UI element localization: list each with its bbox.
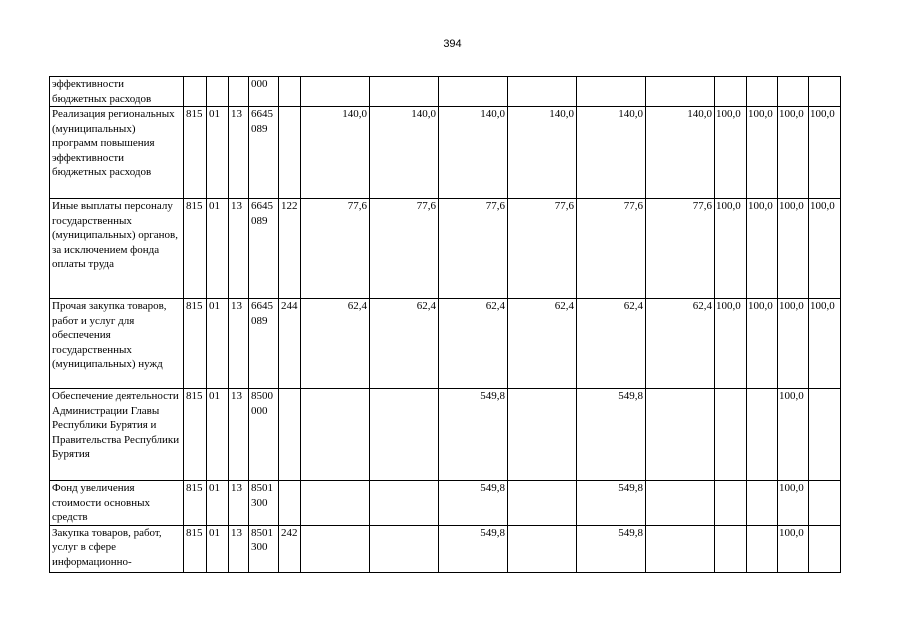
page-number: 394 bbox=[443, 38, 462, 50]
value-2: 62,4 bbox=[370, 299, 439, 389]
expense-type-code bbox=[279, 77, 301, 107]
value-3: 140,0 bbox=[439, 107, 508, 199]
value-3 bbox=[439, 77, 508, 107]
value-3: 549,8 bbox=[439, 389, 508, 481]
section-code bbox=[207, 77, 229, 107]
section-code: 01 bbox=[207, 389, 229, 481]
percent-4 bbox=[809, 525, 841, 572]
percent-4: 100,0 bbox=[809, 107, 841, 199]
expense-type-code bbox=[279, 107, 301, 199]
percent-3: 100,0 bbox=[778, 481, 809, 526]
value-1 bbox=[301, 481, 370, 526]
table-row bbox=[50, 299, 841, 389]
target-article-code: 8500 000 bbox=[249, 389, 279, 481]
percent-2: 100,0 bbox=[747, 199, 778, 299]
value-4 bbox=[508, 389, 577, 481]
percent-2: 100,0 bbox=[747, 299, 778, 389]
percent-4: 100,0 bbox=[809, 299, 841, 389]
percent-1 bbox=[715, 525, 747, 572]
value-4 bbox=[508, 525, 577, 572]
value-6 bbox=[646, 481, 715, 526]
value-6 bbox=[646, 389, 715, 481]
expense-type-code: 242 bbox=[279, 525, 301, 572]
subsection-code: 13 bbox=[229, 525, 249, 572]
expense-type-code bbox=[279, 481, 301, 526]
value-1 bbox=[301, 77, 370, 107]
percent-3 bbox=[778, 77, 809, 107]
target-article-code: 8501 300 bbox=[249, 525, 279, 572]
percent-3: 100,0 bbox=[778, 107, 809, 199]
value-3: 549,8 bbox=[439, 481, 508, 526]
percent-3: 100,0 bbox=[778, 199, 809, 299]
value-6 bbox=[646, 77, 715, 107]
percent-1: 100,0 bbox=[715, 107, 747, 199]
section-code: 01 bbox=[207, 525, 229, 572]
value-2 bbox=[370, 77, 439, 107]
value-6: 77,6 bbox=[646, 199, 715, 299]
value-2: 140,0 bbox=[370, 107, 439, 199]
percent-4 bbox=[809, 389, 841, 481]
table-row bbox=[50, 77, 841, 107]
target-article-code: 8501 300 bbox=[249, 481, 279, 526]
row-name: Реализация региональных (муниципальных) программ повышения эффективности бюджетных расходов bbox=[50, 107, 184, 199]
value-1 bbox=[301, 389, 370, 481]
percent-4 bbox=[809, 481, 841, 526]
value-6: 140,0 bbox=[646, 107, 715, 199]
value-3: 549,8 bbox=[439, 525, 508, 572]
value-3: 62,4 bbox=[439, 299, 508, 389]
section-code: 01 bbox=[207, 299, 229, 389]
table-row bbox=[50, 525, 841, 572]
value-5: 549,8 bbox=[577, 481, 646, 526]
value-4 bbox=[508, 77, 577, 107]
section-code: 01 bbox=[207, 481, 229, 526]
admin-code bbox=[184, 77, 207, 107]
percent-1 bbox=[715, 481, 747, 526]
value-4: 62,4 bbox=[508, 299, 577, 389]
expense-type-code: 122 bbox=[279, 199, 301, 299]
value-2 bbox=[370, 389, 439, 481]
section-code: 01 bbox=[207, 199, 229, 299]
value-2 bbox=[370, 481, 439, 526]
percent-2 bbox=[747, 389, 778, 481]
value-1: 62,4 bbox=[301, 299, 370, 389]
percent-1: 100,0 bbox=[715, 199, 747, 299]
value-5 bbox=[577, 77, 646, 107]
table-row bbox=[50, 481, 841, 526]
expense-type-code bbox=[279, 389, 301, 481]
percent-1 bbox=[715, 77, 747, 107]
percent-2 bbox=[747, 77, 778, 107]
percent-4: 100,0 bbox=[809, 199, 841, 299]
target-article-code: 6645 089 bbox=[249, 199, 279, 299]
admin-code: 815 bbox=[184, 481, 207, 526]
subsection-code: 13 bbox=[229, 199, 249, 299]
subsection-code: 13 bbox=[229, 389, 249, 481]
expense-type-code: 244 bbox=[279, 299, 301, 389]
value-5: 140,0 bbox=[577, 107, 646, 199]
budget-table bbox=[49, 76, 841, 573]
row-name: эффективности бюджетных расходов bbox=[50, 77, 184, 107]
table-row bbox=[50, 199, 841, 299]
percent-3: 100,0 bbox=[778, 299, 809, 389]
row-name: Иные выплаты персоналу государственных (муниципальных) органов, за исключением фонда оплаты труда bbox=[50, 199, 184, 299]
value-1 bbox=[301, 525, 370, 572]
value-4 bbox=[508, 481, 577, 526]
value-5: 549,8 bbox=[577, 389, 646, 481]
percent-2 bbox=[747, 481, 778, 526]
value-5: 62,4 bbox=[577, 299, 646, 389]
value-2: 77,6 bbox=[370, 199, 439, 299]
value-4: 77,6 bbox=[508, 199, 577, 299]
subsection-code: 13 bbox=[229, 481, 249, 526]
value-6 bbox=[646, 525, 715, 572]
value-1: 77,6 bbox=[301, 199, 370, 299]
admin-code: 815 bbox=[184, 199, 207, 299]
row-name: Обеспечение деятельности Администрации Главы Республики Бурятия и Правительства Республики Бурятия bbox=[50, 389, 184, 481]
value-6: 62,4 bbox=[646, 299, 715, 389]
percent-1 bbox=[715, 389, 747, 481]
target-article-code: 6645 089 bbox=[249, 299, 279, 389]
percent-1: 100,0 bbox=[715, 299, 747, 389]
percent-4 bbox=[809, 77, 841, 107]
row-name: Прочая закупка товаров, работ и услуг для обеспечения государственных (муниципальных) нужд bbox=[50, 299, 184, 389]
value-1: 140,0 bbox=[301, 107, 370, 199]
section-code: 01 bbox=[207, 107, 229, 199]
subsection-code: 13 bbox=[229, 299, 249, 389]
row-name: Закупка товаров, работ, услуг в сфере информационно- bbox=[50, 525, 184, 572]
row-name: Фонд увеличения стоимости основных средств bbox=[50, 481, 184, 526]
value-5: 549,8 bbox=[577, 525, 646, 572]
admin-code: 815 bbox=[184, 299, 207, 389]
percent-2 bbox=[747, 525, 778, 572]
value-2 bbox=[370, 525, 439, 572]
value-3: 77,6 bbox=[439, 199, 508, 299]
value-5: 77,6 bbox=[577, 199, 646, 299]
target-article-code: 000 bbox=[249, 77, 279, 107]
percent-3: 100,0 bbox=[778, 389, 809, 481]
table-row bbox=[50, 107, 841, 199]
percent-2: 100,0 bbox=[747, 107, 778, 199]
value-4: 140,0 bbox=[508, 107, 577, 199]
percent-3: 100,0 bbox=[778, 525, 809, 572]
admin-code: 815 bbox=[184, 525, 207, 572]
subsection-code: 13 bbox=[229, 107, 249, 199]
target-article-code: 6645 089 bbox=[249, 107, 279, 199]
admin-code: 815 bbox=[184, 389, 207, 481]
table-row bbox=[50, 389, 841, 481]
subsection-code bbox=[229, 77, 249, 107]
admin-code: 815 bbox=[184, 107, 207, 199]
